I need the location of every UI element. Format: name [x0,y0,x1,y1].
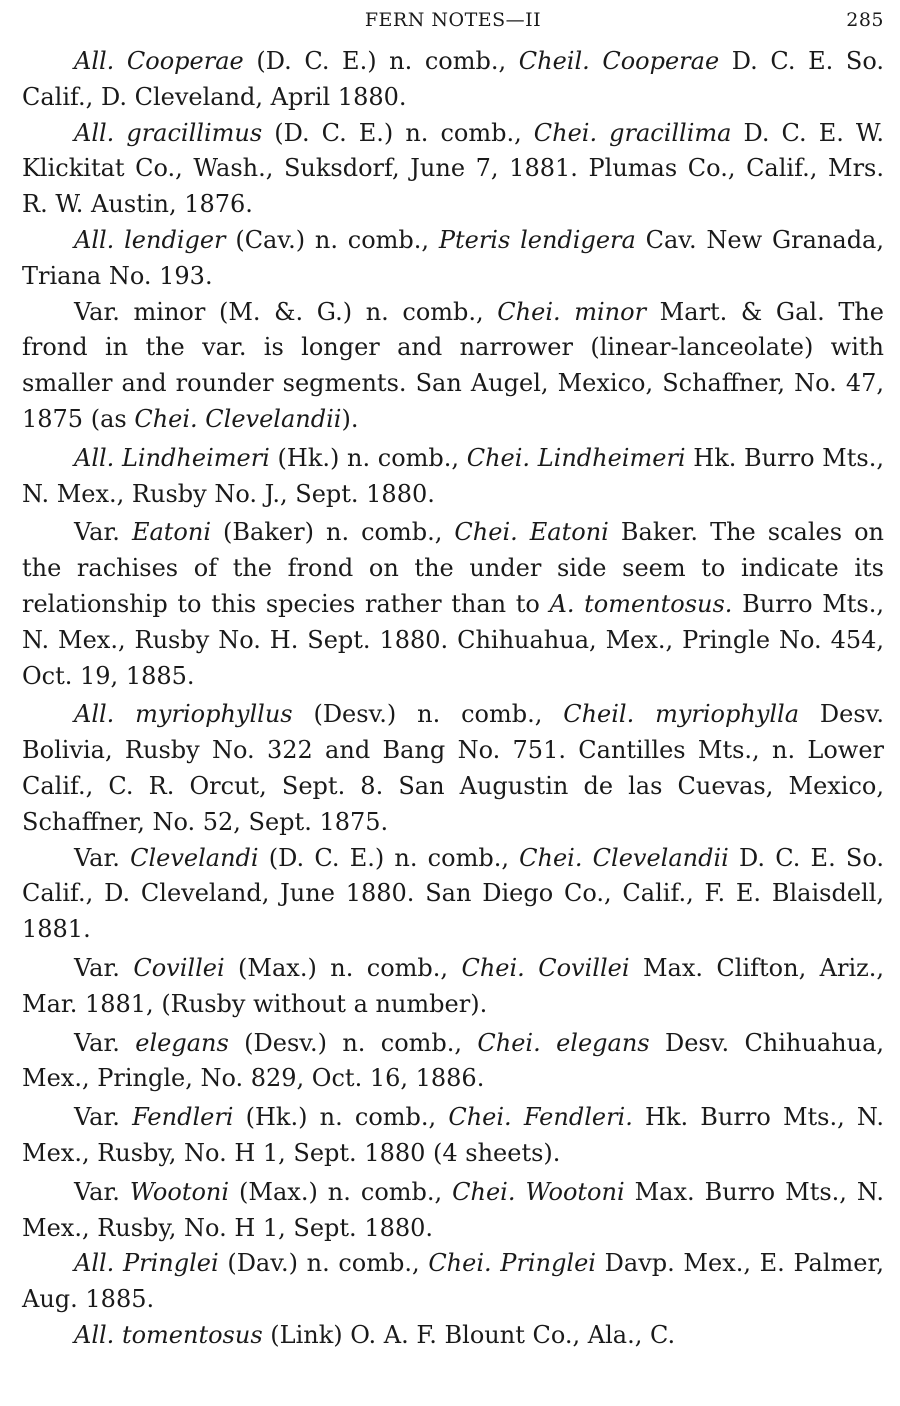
paragraph-all-pringlei: All. Pringlei (Dav.) n. comb., Chei. Pringlei Davp. Mex., E. Palmer, Aug. 1885. [22,1249,884,1314]
paragraph-all-myriophyllus: All. myriophyllus (Desv.) n. comb., Cheil. myriophylla Desv. Bolivia, Rusby No. 322 and Bang No. 751. Cantilles Mts., n. Lower Calif., C. R. Orcut, Sept. 8. San Augustin de las Cuevas, Mexico, Schaffner, No. 52, Sept. 1875. [22,700,885,836]
running-title: FERN NOTES—II [364,9,542,31]
paragraph-var-wootoni: Var. Wootoni (Max.) n. comb., Chei. Wootoni Max. Burro Mts., N. Mex., Rusby, No. H 1, Sept. 1880. [22,1177,884,1242]
page-number: 285 [846,9,884,31]
document-page [22,0,884,1354]
paragraph-var-clevelandi: Var. Clevelandi (D. C. E.) n. comb., Chei. Clevelandii D. C. E. So. Calif., D. Cleveland, June 1880. San Diego Co., Calif., F. E. Blaisdell, 1881. [22,843,885,944]
paragraph-all-tomentosus: All. tomentosus (Link) O. A. F. Blount Co., Ala., C. [74,1320,676,1349]
paragraph-var-minor: Var. minor (M. &. G.) n. comb., Chei. minor Mart. & Gal. The frond in the var. is longer and narrower (linear-lanceolate) with smaller and rounder segments. San Augel, Mexico, Schaffner, No. 47, 1875 (as Chei. Clevelandii). [22,297,884,433]
paragraph-all-cooperae: All. Cooperae (D. C. E.) n. comb., Cheil. Cooperae D. C. E. So. Calif., D. Cleveland, April 1880. [22,47,884,111]
paragraph-all-lindheimeri: All. Lindheimeri (Hk.) n. comb., Chei. Lindheimeri Hk. Burro Mts., N. Mex., Rusby No. J., Sept. 1880. [22,443,884,508]
paragraph-all-lendiger: All. lendiger (Cav.) n. comb., Pteris lendigera Cav. New Granada, Triana No. 193. [22,225,884,290]
paragraph-var-covillei: Var. Covillei (Max.) n. comb., Chei. Covillei Max. Clifton, Ariz., Mar. 1881, (Rusby without a number). [22,953,885,1018]
paragraph-all-gracillimus: All. gracillimus (D. C. E.) n. comb., Chei. gracillima D. C. E. W. Klickitat Co., Wash., Suksdorf, June 7, 1881. Plumas Co., Calif., Mrs. R. W. Austin, 1876. [22,118,885,219]
paragraph-var-elegans: Var. elegans (Desv.) n. comb., Chei. elegans Desv. Chihuahua, Mex., Pringle, No. 829, Oct. 16, 1886. [22,1028,885,1093]
paragraph-var-eatoni: Var. Eatoni (Baker) n. comb., Chei. Eatoni Baker. The scales on the rachises of the frond on the under side seem to indicate its relationship to this species rather than to A. tomentosus. Burro Mts., N. Mex., Rusby No. H. Sept. 1880. Chihuahua, Mex., Pringle No. 454, Oct. 19, 1885. [22,518,885,690]
running-header [22,0,884,44]
paragraph-var-fendleri: Var. Fendleri (Hk.) n. comb., Chei. Fendleri. Hk. Burro Mts., N. Mex., Rusby, No. H 1, Sept. 1880 (4 sheets). [22,1103,884,1167]
